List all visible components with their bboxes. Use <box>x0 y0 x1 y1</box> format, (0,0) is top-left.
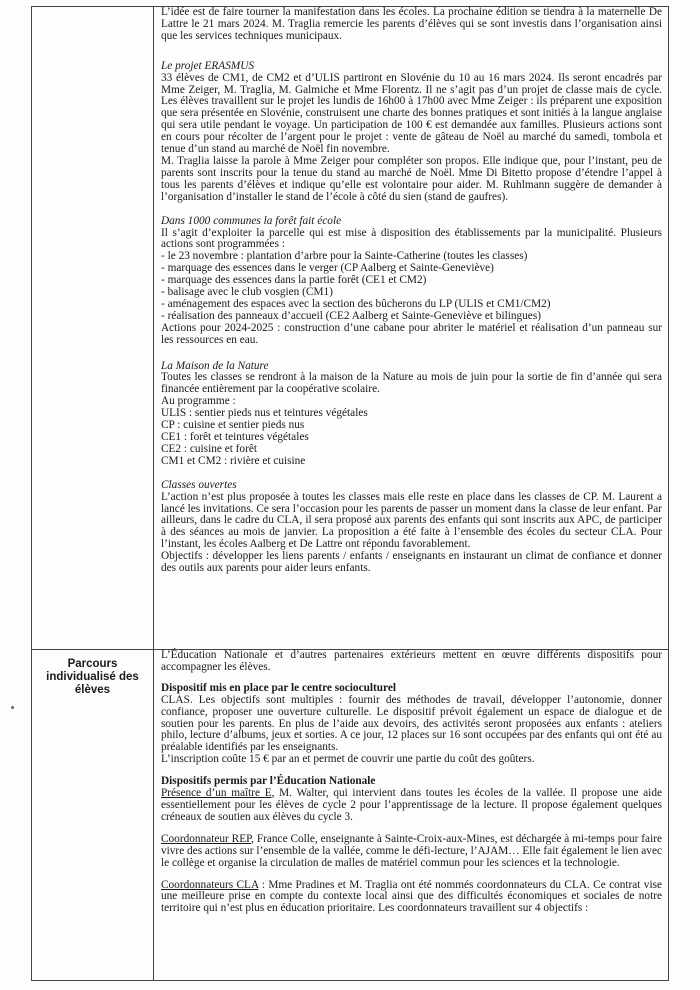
classes-objectives-paragraph: Objectifs : développer les liens parents / enfants / enseignants en instaurant un climat de confiance et donner des outils aux parents pour aider leurs enfants. <box>161 550 662 575</box>
rep-text: , France Colle, enseignante à Sainte-Croix-aux-Mines, est déchargée à mi-temps pour faire vivre des actions sur l’ensemble de la vallée, comme le défi-lecture, l’AJAM… Elle fait également le lien avec le collège et organise la circulation de malles de matériel commun pour les sciences et la technologie. <box>161 832 662 869</box>
row-label-cell-empty <box>32 7 154 650</box>
table-row-parcours <box>32 650 669 981</box>
list-item: - marquage des essences dans le verger (CP Aalberg et Sainte-Geneviève) <box>161 262 494 275</box>
minutes-table <box>31 6 669 981</box>
foret-paragraph: Il s’agit d’exploiter la parcelle qui est mise à disposition des établissements par la municipalité. Plusieurs actions sont programmées : <box>161 226 662 251</box>
classes-heading: Classes ouvertes <box>161 478 237 491</box>
scan-speck <box>11 706 14 709</box>
erasmus-heading: Le projet ERASMUS <box>161 59 255 72</box>
list-item: CP : cuisine et sentier pieds nus <box>161 419 305 432</box>
list-item: ULIS : sentier pieds nus et teintures végétales <box>161 407 368 420</box>
list-item: Au programme : <box>161 395 236 408</box>
foret-heading: Dans 1000 communes la forêt fait école <box>161 214 342 227</box>
erasmus-paragraph: 33 élèves de CM1, de CM2 et d’ULIS partiront en Slovénie du 10 au 16 mars 2024. Ils seront encadrés par Mme Zeiger, M. Traglia, M. Galmiche et Mme Florentz. Il ne s’agit pas d’un projet de classe mais de cycle. Les élèves travaillent sur le projet les lundis de 16h00 à 17h00 avec Mme Zeiger : ils préparent une exposition que sera présentée en Slovénie, construisent une charte des bonnes pratiques et sont initiés à la langue anglaise qui sera utile pendant le voyage. Un participation de 100 € est demandée aux familles. Plusieurs actions sont en cours pour récolter de l’argent pour le projet : vente de gâteau de Noël au marché du samedi, tombola et tenue d’un stand au marché de Noël fin novembre. <box>161 71 662 156</box>
nature-programme-list <box>161 396 662 467</box>
row-label: Parcours individualisé des élèves <box>46 658 139 696</box>
maitre-e-label: Présence d’un maître E <box>161 787 272 800</box>
inscription-paragraph: L’inscription coûte 15 € par an et permet de couvrir une partie du coût des goûters. <box>161 753 535 766</box>
projects-content-cell <box>154 7 669 650</box>
table-row-projects <box>32 7 669 650</box>
list-item: CE2 : cuisine et forêt <box>161 442 257 455</box>
rep-label: Coordonnateur REP <box>161 832 252 845</box>
classes-paragraph: L’action n’est plus proposée à toutes les classes mais elle reste en place dans les classes de CP. M. Laurent a lancé les invitations. Ce sera l’occasion pour les parents de passer un moment dans la classe de leur enfant. Par ailleurs, dans le cadre du CLA, il sera proposé aux parents des enfants qui sont inscrits aux APC, de participer à des séances au mois de janvier. La proposition a été faite à l’ensemble des écoles du secteur CLA. Pour l’instant, les écoles Aalberg et De Lattre ont répondu favorablement. <box>161 490 662 551</box>
list-item: - balisage avec le club vosgien (CM1) <box>161 286 333 299</box>
erasmus-stand-paragraph: M. Traglia laisse la parole à Mme Zeiger pour compléter son propos. Elle indique que, pour l’instant, peu de parents sont inscrits pour la tenue du stand au marché de Noël. Mme Di Bitetto propose d’étendre l’appel à tous les parents d’élèves et indique qu’elle est volontaire pour aider. M. Ruhlmann suggère de demander à l’organisation d’installer le stand de l’école à côté du sien (stand de gaufres). <box>161 154 662 203</box>
cla-paragraph <box>161 880 662 916</box>
nature-heading: La Maison de la Nature <box>161 359 269 372</box>
parcours-label-cell <box>32 650 154 981</box>
foret-future-paragraph: Actions pour 2024-2025 : construction d’une cabane pour abriter le matériel et réalisation d’un panneau sur les ressources en eau. <box>161 321 662 346</box>
nature-paragraph: Toutes les classes se rendront à la maison de la Nature au mois de juin pour la sortie de fin d’année qui sera financée entièrement par la coopérative scolaire. <box>161 371 662 396</box>
maitre-e-text: , M. Walter, qui intervient dans toutes les écoles de la vallée. Il propose une aide essentiellement pour les élèves de cycle 2 pour l’apprentissage de la lecture. Il propose également quelques créneaux de soutien aux élèves du cycle 3. <box>161 787 662 823</box>
list-item: - le 23 novembre : plantation d’arbre pour la Sainte-Catherine (toutes les classes) <box>161 250 528 263</box>
foret-actions-list <box>161 251 662 322</box>
parcours-content-cell <box>154 650 669 981</box>
edu-heading: Dispositifs permis par l’Éducation Nationale <box>161 775 376 788</box>
manifestation-paragraph: L’idée est de faire tourner la manifestation dans les écoles. La prochaine édition se tiendra à la maternelle De Lattre le 21 mars 2024. M. Traglia remercie les parents d’élèves qui se sont investis dans l’organisation ainsi que les services techniques municipaux. <box>161 6 662 42</box>
parcours-intro-paragraph: L’Éducation Nationale et d’autres partenaires extérieurs mettent en œuvre différents dispositifs pour accompagner les élèves. <box>161 649 662 673</box>
list-item: - réalisation des panneaux d’accueil (CE2 Aalberg et Sainte-Geneviève et bilingues) <box>161 309 541 322</box>
cla-text: : Mme Pradines et M. Traglia ont été nommés coordonnateurs du CLA. Ce contrat vise une meilleure prise en compte du contexte local ainsi que des difficultés économiques et sociales de notre territoire qui n’est plus en éducation prioritaire. Les coordonnateurs travaillent sur 4 objectifs : <box>161 878 662 915</box>
list-item: CM1 et CM2 : rivière et cuisine <box>161 454 306 467</box>
clas-paragraph: CLAS. Les objectifs sont multiples : fournir des méthodes de travail, développer l’autonomie, donner confiance, proposer une ouverture culturelle. Le dispositif prévoit également un espace de dialogue et de soutien pour les parents. En plus de l’aide aux devoirs, des activités seront proposées aux enfants : ateliers philo, lecture d’albums, jeux et sorties. A ce jour, 12 places sur 16 sont occupées par des enfants qui ont été au préalable identifiés par les enseignants. <box>161 693 662 754</box>
rep-paragraph <box>161 834 662 870</box>
list-item: CE1 : forêt et teintures végétales <box>161 431 309 443</box>
socio-heading: Dispositif mis en place par le centre socioculturel <box>161 681 397 694</box>
maitre-e-paragraph <box>161 788 662 824</box>
list-item: - marquage des essences dans la partie forêt (CE1 et CM2) <box>161 274 427 287</box>
cla-label: Coordonnateurs CLA <box>161 878 259 891</box>
list-item: - aménagement des espaces avec la section des bûcherons du LP (ULIS et CM1/CM2) <box>161 297 551 310</box>
